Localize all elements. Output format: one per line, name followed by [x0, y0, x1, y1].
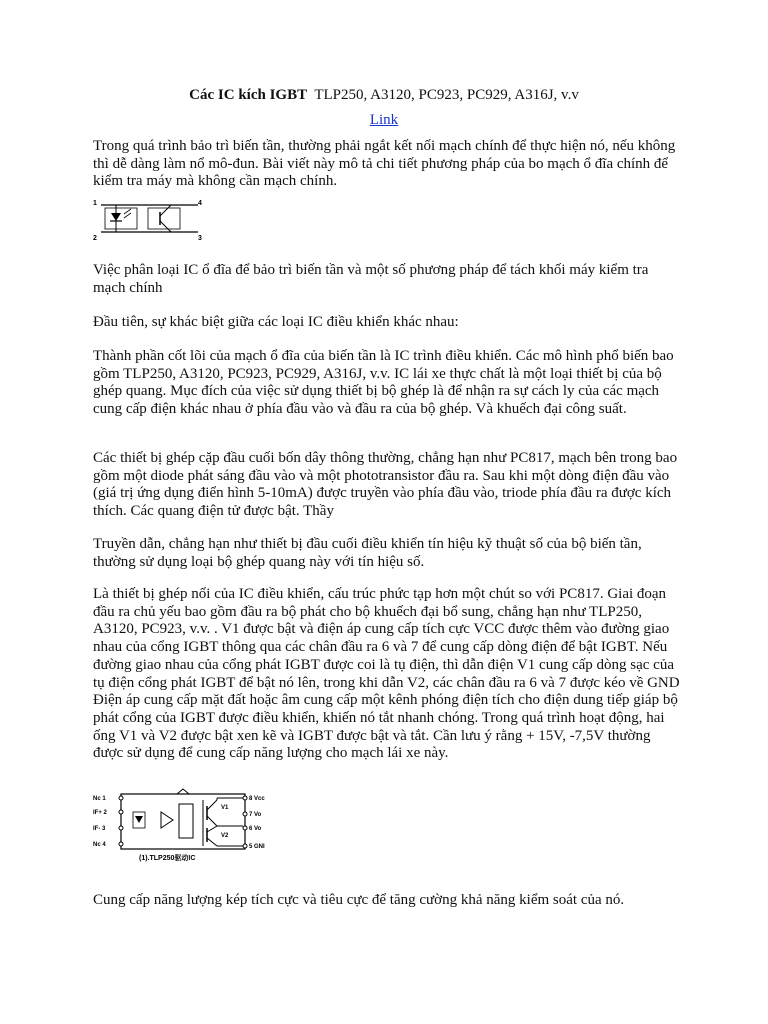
- document-title: [0, 86, 768, 104]
- fig1-pin-4: 4: [198, 200, 202, 207]
- paragraph-classification: Việc phân loại IC ổ đĩa để bảo trì biến tần và một số phương pháp để tách khối máy kiểm tra mạch chính: [93, 262, 649, 296]
- paragraph-first-difference: Đầu tiên, sự khác biệt giữa các loại IC điều khiển khác nhau:: [93, 314, 459, 330]
- fig2-pin-gnd: 5 GNI: [249, 844, 265, 850]
- fig1-pin-1: 1: [93, 200, 97, 207]
- fig2-caption: (1).TLP250驱动IC: [139, 855, 196, 862]
- fig2-pin-nc4: Nc 4: [93, 842, 106, 848]
- fig2-pin-nc1: Nc 1: [93, 796, 106, 802]
- paragraph-core-component: Thành phần cốt lõi của mạch ổ đĩa của biến tần là IC trình điều khiển. Các mô hình phổ biến bao gồm TLP250, A3120, PC923, PC929, A316J, v.v. IC lái xe thực chất là một loại thiết bị của bộ ghép quang. Mục đích của việc sử dụng thiết bị bộ ghép là để nhận ra sự cách ly của các mạch cung cấp điện khác nhau ở phía đầu vào và đầu ra của bộ ghép. Và khuếch đại công suất.: [93, 348, 674, 418]
- paragraph-four-wire-coupler: Các thiết bị ghép cặp đầu cuối bốn dây thông thường, chẳng hạn như PC817, mạch bên trong bao gồm một diode phát sáng đầu vào và một phototransistor đầu ra. Sau khi một dòng điện đầu vào (giá trị ứng dụng điển hình 5-10mA) được truyền vào phía đầu vào, triode phía đầu ra được kích thích. Các quang điện tử được bật. Thầy: [93, 450, 678, 520]
- fig2-label-v2: V2: [221, 833, 229, 839]
- fig1-pin-2: 2: [93, 235, 97, 241]
- source-link[interactable]: Link: [369, 112, 399, 128]
- paragraph-driver-ic: Là thiết bị ghép nối của IC điều khiển, cấu trúc phức tạp hơn một chút so với PC817. Giai đoạn đầu ra chủ yếu bao gồm đầu ra bộ phát cho bộ khuếch đại bổ sung, chẳng hạn như TLP250, A3120, PC923, v.v. . V1 được bật và điện áp cung cấp tích cực VCC được thêm vào đường giao nhau của cổng IGBT thông qua các chân đầu ra 6 và 7 để cung cấp dòng điện để bật IGBT. Nếu đường giao nhau của cổng phát IGBT được coi là tụ điện, thì dẫn điện V1 cung cấp dòng sạc của tụ điện cổng phát IGBT để bật nó lên, trong khi dẫn V2, các chân đầu ra 6 và 7 được kéo về GND Điện áp cung cấp mặt đất hoặc âm cung cấp một kênh phóng điện tích cho điện dung tiếp giáp bộ phát cổng của IGBT được điều khiển, khiến nó tắt nhanh chóng. Trong quá trình hoạt động, hai ống V1 và V2 được bật xen kẽ và IGBT được bật và tắt. Cần lưu ý rằng + 15V, -7,5V thường được sử dụng để cung cấp năng lượng cho mạch lái xe này.: [93, 586, 680, 762]
- optocoupler-diagram: [93, 199, 205, 241]
- fig2-pin-vo7: 7 Vo: [249, 812, 262, 818]
- tlp250-circuit-diagram: [93, 786, 273, 862]
- fig2-pin-ifminus: IF- 3: [93, 826, 106, 832]
- title-bold: Các IC kích IGBT: [189, 87, 308, 103]
- fig2-pin-ifplus: IF+ 2: [93, 810, 107, 816]
- fig2-label-v1: V1: [221, 805, 229, 811]
- paragraph-intro: Trong quá trình bảo trì biến tần, thường phải ngắt kết nối mạch chính để thực hiện nó, nếu không thì dễ dàng làm nổ mô-đun. Bài viết này mô tả chi tiết phương pháp của bo mạch ổ đĩa chính để kiểm tra máy mà không cần mạch chính.: [93, 138, 676, 190]
- paragraph-dual-supply: Cung cấp năng lượng kép tích cực và tiêu cực để tăng cường khả năng kiểm soát của nó.: [93, 892, 625, 908]
- fig1-pin-3: 3: [198, 235, 202, 241]
- paragraph-transmission: Truyền dẫn, chẳng hạn như thiết bị đầu cuối điều khiển tín hiệu kỹ thuật số của bộ biến tần, thường sử dụng loại bộ ghép quang này với tín hiệu số.: [93, 536, 642, 570]
- fig2-pin-vcc: 8 Vcc: [249, 796, 265, 802]
- title-chip-list: TLP250, A3120, PC923, PC929, A316J, v.v: [314, 87, 579, 103]
- fig2-pin-vo6: 6 Vo: [249, 826, 262, 832]
